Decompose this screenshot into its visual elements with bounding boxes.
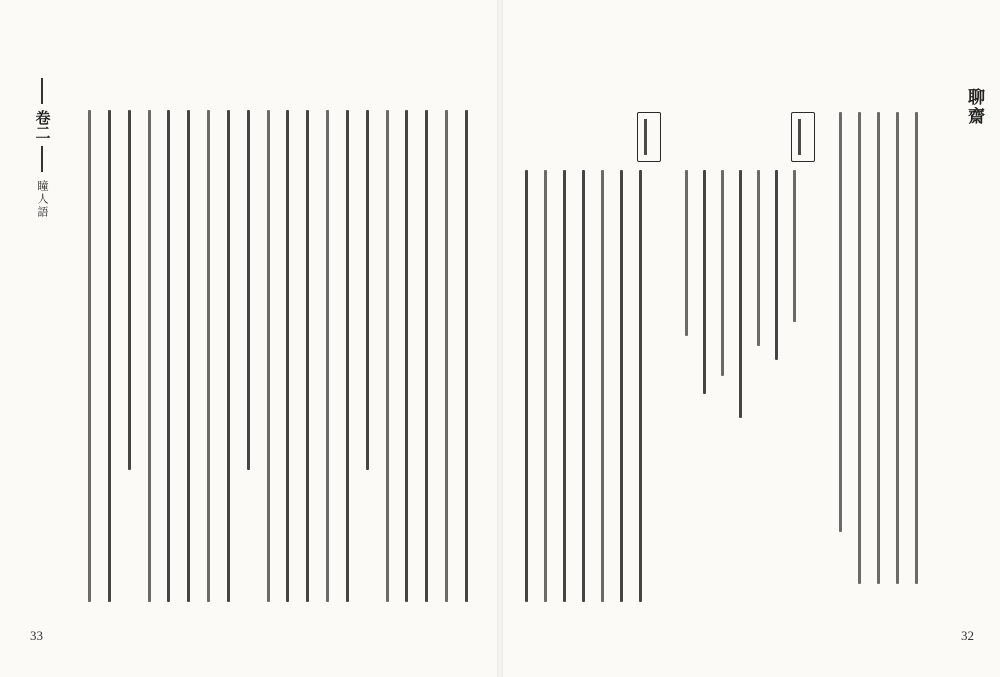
text-column bbox=[207, 110, 210, 602]
text-column bbox=[915, 112, 918, 584]
text-column bbox=[896, 112, 899, 584]
text-column bbox=[858, 112, 861, 584]
text-column bbox=[227, 110, 230, 602]
text-column bbox=[757, 170, 760, 346]
text-column bbox=[639, 170, 642, 602]
text-column bbox=[425, 110, 428, 602]
text-column bbox=[839, 112, 842, 532]
text-column bbox=[582, 170, 585, 602]
brand-logo: 聊齋 bbox=[964, 88, 984, 126]
notes-heading-box bbox=[791, 112, 815, 162]
running-head-rule-bottom bbox=[41, 146, 43, 172]
text-column bbox=[366, 110, 369, 470]
text-column bbox=[739, 170, 742, 418]
page-number-right: 32 bbox=[961, 628, 974, 643]
left-page bbox=[0, 0, 497, 677]
text-column bbox=[685, 170, 688, 336]
text-column bbox=[108, 110, 111, 602]
text-column bbox=[877, 112, 880, 584]
text-column bbox=[286, 110, 289, 602]
text-column bbox=[445, 110, 448, 602]
text-column bbox=[247, 110, 250, 470]
text-column bbox=[721, 170, 724, 376]
text-column bbox=[465, 110, 468, 602]
text-column bbox=[703, 170, 706, 394]
text-column bbox=[525, 170, 528, 602]
text-column bbox=[346, 110, 349, 602]
text-column bbox=[128, 110, 131, 470]
text-column bbox=[187, 110, 190, 602]
translation-heading-box bbox=[637, 112, 661, 162]
right-page bbox=[503, 0, 1000, 677]
text-column bbox=[405, 110, 408, 602]
text-column bbox=[148, 110, 151, 602]
text-column bbox=[267, 110, 270, 602]
text-column bbox=[563, 170, 566, 602]
page-number-left: 33 bbox=[30, 628, 43, 643]
running-head-rule-top bbox=[41, 78, 43, 104]
text-column bbox=[386, 110, 389, 602]
text-column bbox=[88, 110, 91, 602]
text-column bbox=[544, 170, 547, 602]
text-column bbox=[775, 170, 778, 360]
text-column bbox=[306, 110, 309, 602]
text-column bbox=[601, 170, 604, 602]
text-column bbox=[167, 110, 170, 602]
running-head-volume: 卷二 bbox=[33, 110, 52, 140]
running-head-story-title: 瞳人語 bbox=[36, 180, 49, 219]
running-head bbox=[32, 78, 52, 219]
text-column bbox=[620, 170, 623, 602]
text-column bbox=[326, 110, 329, 602]
text-column bbox=[793, 170, 796, 322]
